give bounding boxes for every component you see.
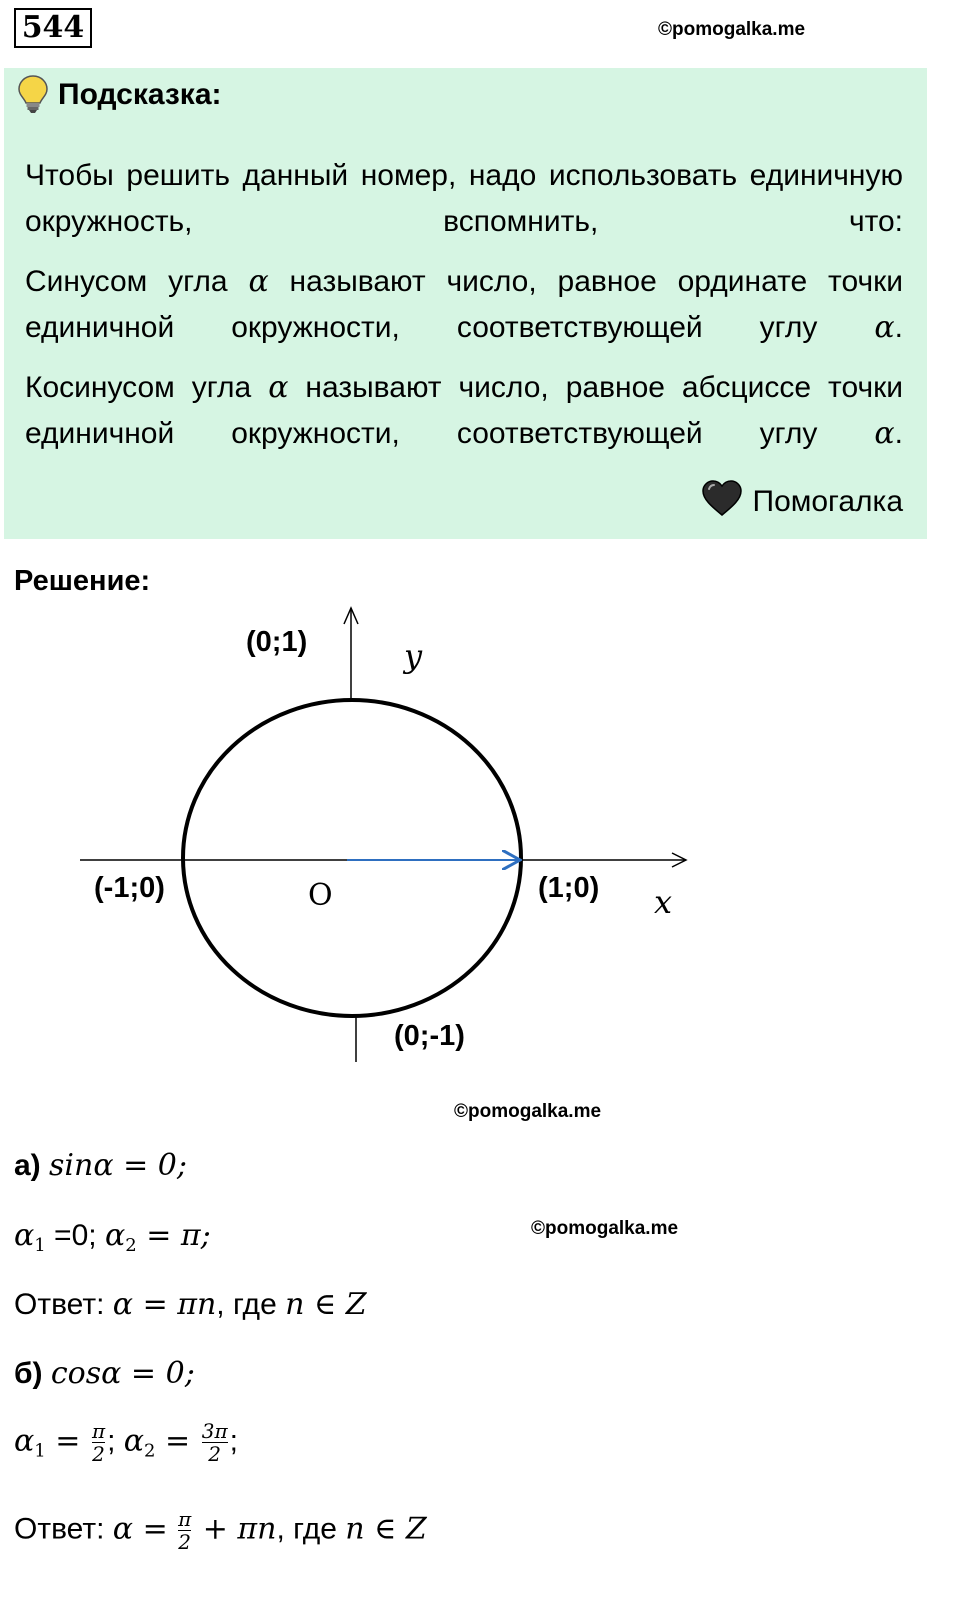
x-axis-label: x: [654, 883, 673, 921]
hint-paragraph-3: Косинусом угла α называют число, равное абсциссе точки единичной окружности, соответствующей углу α.: [25, 370, 903, 451]
problem-number: 544: [14, 8, 92, 48]
watermark-middle: ©pomogalka.me: [454, 1101, 602, 1122]
part-b-equation: б) cosα = 0;: [14, 1356, 195, 1391]
part-b-answer: Ответ: α = $\frac{\pi}{2}$ + πn, где n ∈ Z: [14, 1507, 427, 1554]
watermark-lower: ©pomogalka.me: [531, 1218, 679, 1239]
point-left-label: (-1;0): [94, 872, 165, 904]
signature: Помогалка: [701, 479, 904, 519]
unit-circle-diagram: [0, 600, 760, 1080]
part-a-equation: а) sinα = 0;: [14, 1148, 188, 1183]
point-right-label: (1;0): [538, 872, 600, 904]
hint-title: Подсказка:: [58, 78, 222, 111]
point-bottom-label: (0;-1): [394, 1020, 465, 1052]
part-a-roots: $\alpha_1 =0$; $\alpha_2 = \pi$;: [14, 1218, 211, 1256]
hint-paragraph-1: Чтобы решить данный номер, надо использовать единичную окружность, вспомнить, что:: [25, 159, 903, 238]
solution-title: Решение:: [14, 565, 151, 597]
unit-circle: [183, 700, 521, 1016]
part-b-roots: $\alpha_1$ = $\frac{\pi}{2}$ ; $\alpha_2$ = $\frac{3\pi}{2}$ ;: [14, 1419, 238, 1466]
heart-icon: [701, 479, 743, 517]
part-a-answer: Ответ: α = πn, где n ∈ Z: [14, 1287, 367, 1322]
lightbulb-icon: [16, 74, 50, 114]
watermark-top: ©pomogalka.me: [658, 19, 806, 40]
hint-paragraph-2: Синусом угла α называют число, равное ординате точки единичной окружности, соответствующей углу α.: [25, 264, 903, 345]
origin-label: O: [308, 878, 333, 913]
point-top-label: (0;1): [246, 626, 308, 658]
y-axis-label: y: [404, 637, 423, 675]
